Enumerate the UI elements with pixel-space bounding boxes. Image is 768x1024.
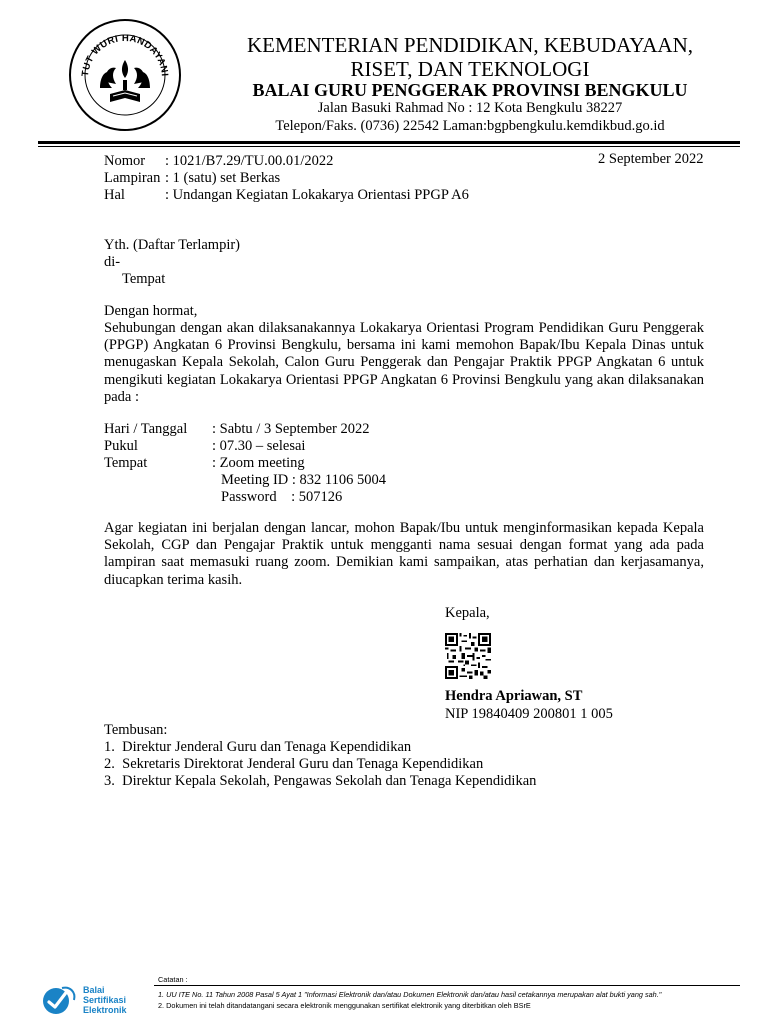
hal-label: Hal: [104, 187, 125, 203]
schedule-place-value: : Zoom meeting: [212, 455, 305, 471]
lampiran-label: Lampiran: [104, 170, 161, 186]
letterhead-divider: [38, 141, 740, 144]
schedule-place-label: Tempat: [104, 455, 148, 471]
ministry-name-line1: KEMENTERIAN PENDIDIKAN, KEBUDAYAAN,: [246, 33, 694, 57]
footer-note-2: 2. Dokumen ini telah ditandatangani secara elektronik menggunakan sertifikat elektronik yang diterbitkan oleh BSrE: [158, 1001, 531, 1010]
bsre-name-line2: Sertifikasi: [83, 995, 127, 1005]
bsre-logo-icon: [40, 982, 82, 1018]
letterhead-divider-thin: [38, 146, 740, 147]
ministry-name-line2: RISET, DAN TEKNOLOGI: [350, 57, 590, 81]
signatory-title: Kepala,: [445, 605, 490, 621]
office-address: Jalan Basuki Rahmad No : 12 Kota Bengkulu 38227: [317, 100, 623, 116]
addressee-line1: Yth. (Daftar Terlampir): [104, 237, 241, 253]
letter-date: 2 September 2022: [598, 151, 704, 167]
seal-text: TUT WURI HANDAYANI: [79, 32, 170, 78]
nomor-label: Nomor: [104, 153, 146, 169]
qr-code-signature: [445, 633, 491, 679]
office-contact: Telepon/Faks. (0736) 22542 Laman:bgpbengkulu.kemdikbud.go.id: [275, 118, 665, 134]
paragraph-intro: Sehubungan dengan akan dilaksanakannya Lokakarya Orientasi Program Pendidikan Guru Penggerak (PPGP) Angkatan 6 Provinsi Bengkulu, bersama ini kami memohon Bapak/Ibu Kepala Dinas untuk menugaskan Kepala Sekolah, Calon Guru Penggerak dan Pengajar Praktik PPGP Angkatan 6 untuk mengikuti kegiatan Lokakarya Orientasi PPGP Angkatan 6 Provinsi Bengkulu yang akan dilaksanakan pada :: [104, 320, 704, 405]
greeting: Dengan hormat,: [104, 303, 198, 319]
schedule-date-label: Hari / Tanggal: [104, 421, 188, 437]
bsre-name-line3: Elektronik: [83, 1005, 127, 1015]
addressee-line3: Tempat: [122, 271, 166, 287]
nomor-value: : 1021/B7.29/TU.00.01/2022: [165, 153, 334, 169]
tembusan-item: 3. Direktur Kepala Sekolah, Pengawas Sekolah dan Tenaga Kependidikan: [104, 773, 537, 789]
footer-divider: [154, 985, 740, 986]
signatory-nip: NIP 19840409 200801 1 005: [445, 706, 613, 722]
tembusan-item: 2. Sekretaris Direktorat Jenderal Guru dan Tenaga Kependidikan: [104, 756, 484, 772]
tut-wuri-handayani-logo: [66, 16, 184, 134]
meeting-id: Meeting ID : 832 1106 5004: [221, 472, 386, 488]
schedule-time-label: Pukul: [104, 438, 138, 454]
footer-note-1: 1. UU ITE No. 11 Tahun 2008 Pasal 5 Ayat 1 "Informasi Elektronik dan/atau Dokumen Elektronik dan/atau hasil cetakannya merupakan alat bukti yang sah.": [158, 990, 662, 999]
schedule-date-value: : Sabtu / 3 September 2022: [212, 421, 370, 437]
signatory-name: Hendra Apriawan, ST: [445, 688, 583, 704]
schedule-time-value: : 07.30 – selesai: [212, 438, 306, 454]
office-name: BALAI GURU PENGGERAK PROVINSI BENGKULU: [252, 80, 688, 100]
hal-value: : Undangan Kegiatan Lokakarya Orientasi PPGP A6: [165, 187, 469, 203]
tembusan-item: 1. Direktur Jenderal Guru dan Tenaga Kependidikan: [104, 739, 412, 755]
bsre-name-line1: Balai: [83, 985, 105, 995]
paragraph-closing: Agar kegiatan ini berjalan dengan lancar, mohon Bapak/Ibu untuk menginformasikan kepada Kepala Sekolah, CGP dan Pengajar Praktik untuk mengganti nama sesuai dengan format yang ada pada lampiran saat memasuki ruang zoom. Demikian kami sampaikan, atas perhatian dan kerjasamanya, diucapkan terima kasih.: [104, 520, 704, 588]
addressee-line2: di-: [104, 254, 121, 270]
catatan-label: Catatan :: [158, 975, 188, 984]
meeting-password: Password : 507126: [221, 489, 343, 505]
lampiran-value: : 1 (satu) set Berkas: [165, 170, 281, 186]
tembusan-heading: Tembusan:: [104, 722, 168, 738]
